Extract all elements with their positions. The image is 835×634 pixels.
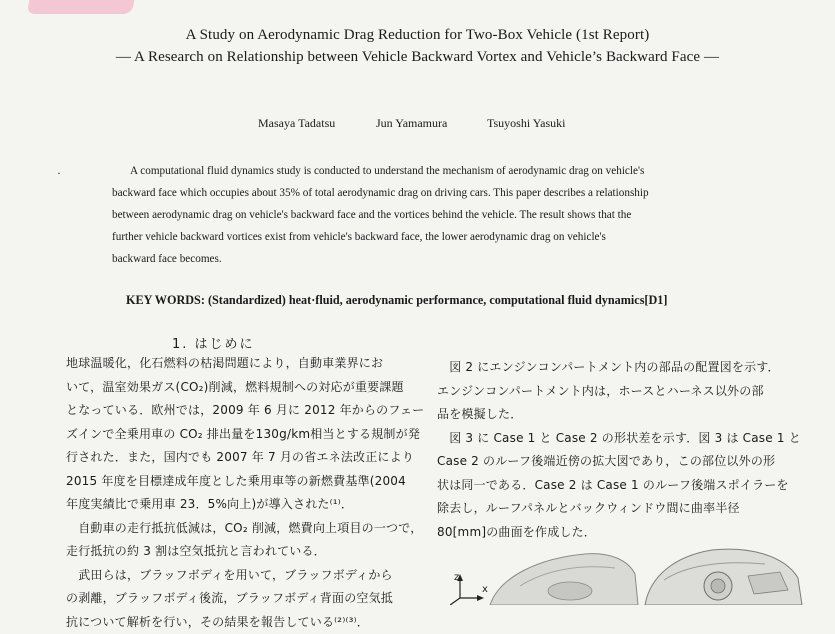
body-line: 武田らは，ブラッフボディを用いて，ブラッフボディから: [66, 564, 424, 588]
author-name: Jun Yamamura: [376, 116, 447, 131]
body-line: ズインで全乗用車の CO₂ 排出量を130g/km相当とする規制が発: [66, 423, 424, 447]
stray-dot: ·: [57, 166, 61, 181]
vehicle-shape-right: [645, 549, 802, 605]
author-list: [0, 116, 835, 132]
vehicle-shape-left: [490, 554, 638, 605]
abstract-line: between aerodynamic drag on vehicle's backward face and the vortices behind the vehicle. The result shows that the: [112, 204, 724, 226]
body-line: 地球温暖化，化石燃料の枯渇問題により，自動車業界にお: [66, 352, 424, 376]
body-line: 80[mm]の曲面を作成した．: [437, 521, 801, 545]
abstract-line: backward face becomes.: [112, 248, 724, 270]
body-line: 抗について解析を行い，その結果を報告している⁽²⁾⁽³⁾．: [66, 611, 424, 634]
right-column-text: [437, 356, 801, 544]
body-line: 行された．また，国内でも 2007 年 7 月の省エネ法改正により: [66, 446, 424, 470]
body-line: Case 2 のルーフ後端近傍の拡大図であり，この部位以外の形: [437, 450, 801, 474]
abstract-line: A computational fluid dynamics study is conducted to understand the mechanism of aerodynamic drag on vehicle's: [112, 160, 724, 182]
abstract: [112, 160, 724, 270]
axis-z-label: z: [454, 572, 459, 583]
body-line: いて，温室効果ガス(CO₂)削減，燃料規制への対応が重要課題: [66, 376, 424, 400]
section-heading: 1. はじめに: [172, 333, 255, 352]
body-line: 自動車の走行抵抗低減は，CO₂ 削減，燃費向上項目の一つで，: [66, 517, 424, 541]
body-line: 2015 年度を目標達成年度とした乗用車等の新燃費基準(2004: [66, 470, 424, 494]
body-line: 品を模擬した．: [437, 403, 801, 427]
body-line: の剥離，ブラッフボディ後流，ブラッフボディ背面の空気抵: [66, 587, 424, 611]
body-line: 走行抵抗の約 3 割は空気抵抗と言われている．: [66, 540, 424, 564]
body-line: 除去し，ルーフパネルとバックウィンドウ間に曲率半径: [437, 497, 801, 521]
body-line: となっている．欧州では，2009 年 6 月に 2012 年からのフェー: [66, 399, 424, 423]
left-column-text: [66, 352, 424, 634]
abstract-line: further vehicle backward vortices exist from vehicle's backward face, the lower aerodynamic drag on vehicle's: [112, 226, 724, 248]
body-line: 図 2 にエンジンコンパートメント内の部品の配置図を示す．: [437, 356, 801, 380]
axis-triad: [450, 572, 488, 605]
author-name: Tsuyoshi Yasuki: [487, 116, 566, 131]
keywords: KEY WORDS: (Standardized) heat·fluid, aerodynamic performance, computational fluid dynamics[D1]: [126, 293, 667, 308]
paper-subtitle: — A Research on Relationship between Vehicle Backward Vortex and Vehicle’s Backward Face —: [0, 49, 835, 66]
pink-highlight-mark: [27, 0, 135, 14]
body-line: エンジンコンパートメント内は，ホースとハーネス以外の部: [437, 380, 801, 404]
paper-title: A Study on Aerodynamic Drag Reduction for Two-Box Vehicle (1st Report): [0, 27, 835, 44]
body-line: 年度実績比で乗用車 23．5%向上)が導入された⁽¹⁾．: [66, 493, 424, 517]
body-line: 状は同一である．Case 2 は Case 1 のルーフ後端スポイラーを: [437, 474, 801, 498]
body-line: 図 3 に Case 1 と Case 2 の形状差を示す．図 3 は Case 1 と: [437, 427, 801, 451]
axis-x-label: x: [482, 584, 488, 595]
author-name: Masaya Tadatsu: [258, 116, 335, 131]
vehicle-figure: [450, 546, 835, 605]
abstract-line: backward face which occupies about 35% of total aerodynamic drag on driving cars. This paper describes a relationship: [112, 182, 724, 204]
